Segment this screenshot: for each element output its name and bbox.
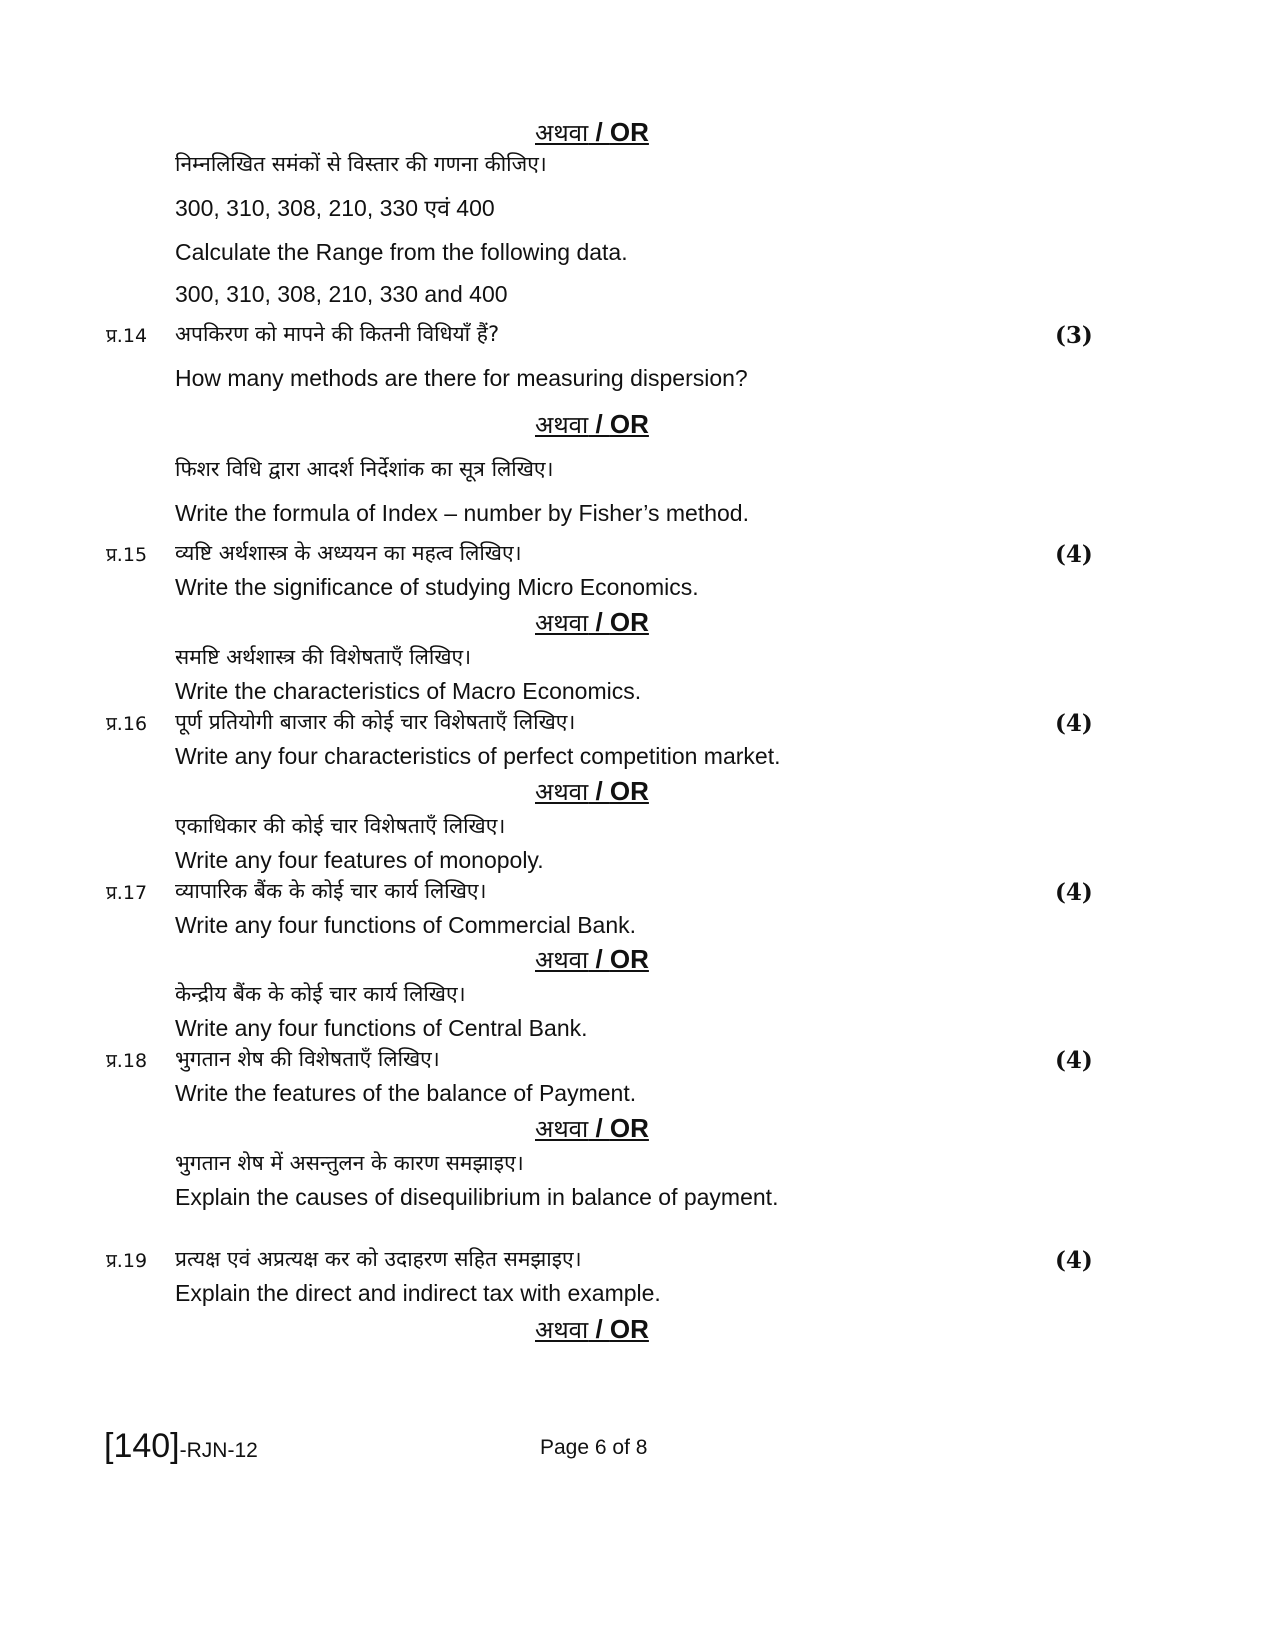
alt-question-english: Write any four features of monopoly. (175, 847, 544, 873)
alt-question-english: Write any four functions of Central Bank. (175, 1015, 588, 1041)
range-question-hindi: निम्नलिखित समंकों से विस्तार की गणना कीजिए। (175, 152, 547, 176)
paper-code-suffix: -RJN-12 (179, 1439, 258, 1462)
question-text-hindi: प्रत्यक्ष एवं अप्रत्यक्ष कर को उदाहरण सहित समझाइए। (175, 1247, 582, 1271)
question-text-hindi: भुगतान शेष की विशेषताएँ लिखिए। (175, 1047, 440, 1071)
question-text-english: Write the features of the balance of Payment. (175, 1080, 637, 1106)
alt-question-hindi: भुगतान शेष में असन्तुलन के कारण समझाइए। (175, 1151, 524, 1175)
question-marks: (4) (1055, 541, 1093, 568)
question-text-hindi: अपकिरण को मापने की कितनी विधियाँ हैं? (175, 322, 500, 346)
paper-code-main: [140] (104, 1427, 180, 1465)
alt-question-english: Write the formula of Index – number by Fisher’s method. (175, 500, 749, 526)
page-number: Page 6 of 8 (540, 1436, 648, 1459)
question-text-english: Write the significance of studying Micro Economics. (175, 574, 699, 600)
alt-question-hindi: समष्टि अर्थशास्त्र की विशेषताएँ लिखिए। (175, 645, 472, 669)
question-text-english: Write any four functions of Commercial Bank. (175, 912, 637, 938)
alt-question-english: Explain the causes of disequilibrium in balance of payment. (175, 1184, 779, 1210)
question-number: प्र.14 (106, 325, 148, 347)
question-marks: (4) (1055, 1247, 1093, 1274)
question-number: प्र.15 (106, 544, 148, 566)
question-text-english: Explain the direct and indirect tax with example. (175, 1280, 661, 1306)
alt-question-hindi: एकाधिकार की कोई चार विशेषताएँ लिखिए। (175, 814, 506, 838)
question-marks: (4) (1055, 1047, 1093, 1074)
or-divider: अथवा / OR (535, 607, 649, 637)
question-marks: (3) (1055, 322, 1093, 349)
or-divider: अथवा / OR (535, 117, 649, 147)
or-divider: अथवा / OR (535, 409, 649, 439)
question-marks: (4) (1055, 879, 1093, 906)
question-number: प्र.19 (106, 1250, 148, 1272)
paper-code (104, 1426, 258, 1466)
question-number: प्र.18 (106, 1050, 148, 1072)
question-text-hindi: व्यापारिक बैंक के कोई चार कार्य लिखिए। (175, 879, 487, 903)
range-data-hindi: 300, 310, 308, 210, 330 एवं 400 (175, 195, 495, 221)
question-number: प्र.17 (106, 882, 148, 904)
range-question-english: Calculate the Range from the following data. (175, 239, 628, 265)
range-data-english: 300, 310, 308, 210, 330 and 400 (175, 281, 508, 307)
alt-question-english: Write the characteristics of Macro Economics. (175, 678, 642, 704)
question-text-hindi: पूर्ण प्रतियोगी बाजार की कोई चार विशेषताएँ लिखिए। (175, 710, 576, 734)
or-divider: अथवा / OR (535, 1113, 649, 1143)
question-number: प्र.16 (106, 713, 148, 735)
alt-question-hindi: केन्द्रीय बैंक के कोई चार कार्य लिखिए। (175, 982, 466, 1006)
alt-question-hindi: फिशर विधि द्वारा आदर्श निर्देशांक का सूत्र लिखिए। (175, 457, 554, 481)
question-marks: (4) (1055, 710, 1093, 737)
or-divider: अथवा / OR (535, 1314, 649, 1344)
question-text-hindi: व्यष्टि अर्थशास्त्र के अध्ययन का महत्व लिखिए। (175, 541, 522, 565)
or-divider: अथवा / OR (535, 944, 649, 974)
or-divider: अथवा / OR (535, 776, 649, 806)
question-text-english: Write any four characteristics of perfect competition market. (175, 743, 781, 769)
question-text-english: How many methods are there for measuring dispersion? (175, 365, 748, 391)
